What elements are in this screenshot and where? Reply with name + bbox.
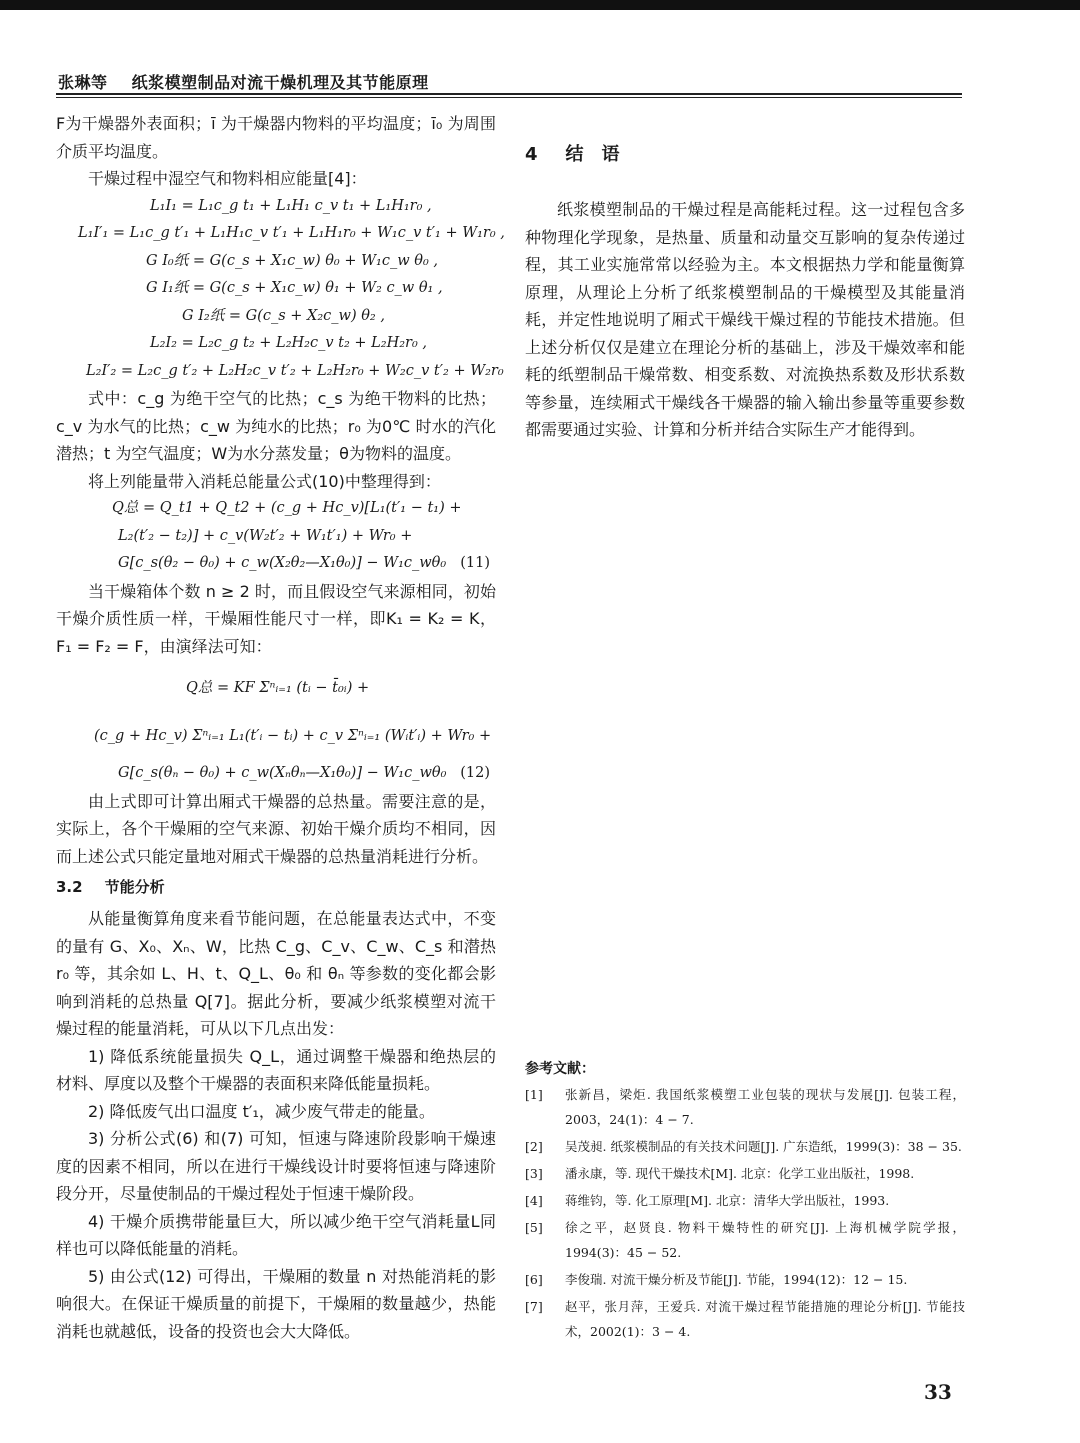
list-item: 2) 降低废气出口温度 t′₁，减少废气带走的能量。 bbox=[88, 1101, 435, 1121]
conclusion-paragraph: 纸浆模塑制品的干燥过程是高能耗过程。这一过程包含多种物理化学现象，是热量、质量和动量交互影响的复杂传递过程，其工业实施常常以经验为主。本文根据热力学和能量衡算原理，从理论上分析了纸浆模塑制品的干燥模型及其能量消耗，并定性地说明了厢式干燥线干燥过程的节能技术措施。但上述分析仅仅是建立在理论分析的基础上，涉及干燥效率和能耗的纸塑制品干燥常数、相变系数、对流换热系数及形状系数等参量，连续厢式干燥线各干燥器的输入输出参量等重要参数都需要通过实验、计算和分析并结合实际生产才能得到。 bbox=[525, 200, 965, 439]
section-heading-4: 4 结 语 bbox=[525, 144, 620, 165]
equation-line: Q总 = Q_t1 + Q_t2 + (c_g + Hc_v)[L₁(t′₁ − t₁) + bbox=[112, 500, 462, 516]
running-header bbox=[58, 70, 958, 93]
references-title: 参考文献： bbox=[525, 1061, 595, 1077]
equation-line: G[c_s(θₙ − θ₀) + c_w(Xₙθₙ—X₁θ₀)] − W₁c_wθ₀ (12) bbox=[56, 760, 496, 788]
equation-line: G I₂纸 = G(c_s + X₂c_w) θ₂ , bbox=[182, 307, 385, 324]
reference-item: [6] 李俊瑞. 对流干燥分析及节能[J]. 节能，1994(12)：12 − 15. bbox=[525, 1272, 908, 1287]
list-item: 1) 降低系统能量损失 Q_L，通过调整干燥器和绝热层的材料、厚度以及整个干燥器的表面积来降低能量损耗。 bbox=[56, 1046, 496, 1093]
page-number: 33 bbox=[924, 1380, 952, 1404]
references bbox=[525, 1058, 965, 1344]
paragraph: 当干燥箱体个数 n ≥ 2 时，而且假设空气来源相同，初始干燥介质性质一样，干燥厢性能尺寸一样，即K₁ = K₂ = K，F₁ = F₂ = F，由演绎法可知： bbox=[56, 581, 496, 656]
equation-number: (12) bbox=[460, 765, 490, 781]
reference-item: [5] 徐之平，赵贤良. 物料干燥特性的研究[J]. 上海机械学院学报，1994(3)：45 − 52. bbox=[525, 1220, 965, 1260]
equation-line: G I₀纸 = G(c_s + X₁c_w) θ₀ + W₁c_w θ₀ , bbox=[146, 252, 438, 269]
top-scan-band bbox=[0, 0, 1080, 10]
header-rule-thin bbox=[56, 97, 962, 98]
reference-item: [4] 蒋维钧，等. 化工原理[M]. 北京：清华大学出版社，1993. bbox=[525, 1193, 890, 1208]
right-column bbox=[525, 110, 965, 444]
header-authors: 张琳等 bbox=[58, 73, 108, 92]
header-rule bbox=[56, 93, 962, 95]
equation-line: L₁I′₁ = L₁c_g t′₁ + L₁H₁c_v t′₁ + L₁H₁r₀ + W₁c_v t′₁ + W₁r₀ , bbox=[78, 225, 505, 241]
paragraph: 干燥过程中湿空气和物料相应能量[4]： bbox=[88, 169, 367, 188]
paragraph: 由上式即可计算出厢式干燥器的总热量。需要注意的是，实际上，各个干燥厢的空气来源、初始干燥介质均不相同，因而上述公式只能定量地对厢式干燥器的总热量消耗进行分析。 bbox=[56, 791, 496, 866]
equation-11 bbox=[56, 495, 496, 578]
section-heading-3-2: 3.2 节能分析 bbox=[56, 878, 165, 896]
equation-line: G[c_s(θ₂ − θ₀) + c_w(X₂θ₂—X₁θ₀)] − W₁c_wθ₀ (11) bbox=[56, 550, 496, 578]
equation-12 bbox=[56, 664, 496, 788]
reference-item: [3] 潘永康，等. 现代干燥技术[M]. 北京：化学工业出版社，1998. bbox=[525, 1166, 915, 1181]
paragraph: F为干燥器外表面积；ī 为干燥器内物料的平均温度；ī₀ 为周围介质平均温度。 bbox=[56, 114, 496, 161]
reference-item: [2] 吴茂昶. 纸浆模制品的有关技术问题[J]. 广东造纸，1999(3)：38 − 35. bbox=[525, 1139, 962, 1154]
paragraph: 将上列能量带入消耗总能量公式(10)中整理得到： bbox=[88, 471, 441, 491]
reference-item: [1] 张新昌，梁炬. 我国纸浆模塑工业包装的现状与发展[J]. 包装工程，2003，24(1)：4 − 7. bbox=[525, 1087, 965, 1127]
header-title: 纸浆模塑制品对流干燥机理及其节能原理 bbox=[131, 73, 429, 92]
equation-group-energy bbox=[56, 193, 505, 386]
left-column bbox=[56, 110, 505, 1345]
paragraph: 式中：c_g 为绝干空气的比热；c_s 为绝干物料的比热；c_v 为水气的比热；c_w 为纯水的比热；r₀ 为0℃ 时水的汽化潜热；t 为空气温度；W为水分蒸发量；θ为物料的温度。 bbox=[56, 389, 496, 463]
equation-line: L₂I₂ = L₂c_g t₂ + L₂H₂c_v t₂ + L₂H₂r₀ , bbox=[150, 335, 428, 351]
list-item: 4) 干燥介质携带能量巨大，所以减少绝干空气消耗量L同样也可以降低能量的消耗。 bbox=[56, 1211, 496, 1258]
reference-item: [7] 赵平，张月萍，王爱兵. 对流干燥过程节能措施的理论分析[J]. 节能技术，2002(1)：3 − 4. bbox=[525, 1299, 965, 1339]
equation-line: G I₁纸 = G(c_s + X₁c_w) θ₁ + W₂ c_w θ₁ , bbox=[146, 280, 443, 296]
equation-number: (11) bbox=[460, 555, 490, 571]
paragraph: 从能量衡算角度来看节能问题，在总能量表达式中，不变的量有 G、X₀、Xₙ、W，比热 C_g、C_v、C_w、C_s 和潜热 r₀ 等，其余如 L、H、t、Q_L、θ₀ 和 θₙ 等参数的变化都会影响到消耗的总热量 Q[7]。据此分析，要减少纸浆模塑对流干燥过程的能量消耗，可从以下几点出发： bbox=[56, 909, 496, 1038]
equation-line: L₁I₁ = L₁c_g t₁ + L₁H₁ c_v t₁ + L₁H₁r₀ , bbox=[150, 197, 432, 214]
equation-line: L₂(t′₂ − t₂)] + c_v(W₂t′₂ + W₁t′₁) + Wr₀ + bbox=[118, 527, 413, 544]
equation-line: Q总 = KF Σⁿᵢ₌₁ (tᵢ − t̄₀ᵢ) + bbox=[186, 680, 370, 696]
equation-line: L₂I′₂ = L₂c_g t′₂ + L₂H₂c_v t′₂ + L₂H₂r₀ + W₂c_v t′₂ + W₂r₀ bbox=[86, 362, 504, 379]
equation-line: (c_g + Hc_v) Σⁿᵢ₌₁ L₁(t′ᵢ − tᵢ) + c_v Σⁿᵢ₌₁ (Wᵢt′ᵢ) + Wr₀ + bbox=[94, 728, 492, 744]
list-item: 5) 由公式(12) 可得出，干燥厢的数量 n 对热能消耗的影响很大。在保证干燥质量的前提下，干燥厢的数量越少，热能消耗也就越低，设备的投资也会大大降低。 bbox=[56, 1266, 496, 1341]
list-item: 3) 分析公式(6) 和(7) 可知，恒速与降速阶段影响干燥速度的因素不相同，所以在进行干燥线设计时要将恒速与降速阶段分开，尽量使制品的干燥过程处于恒速干燥阶段。 bbox=[56, 1129, 496, 1203]
